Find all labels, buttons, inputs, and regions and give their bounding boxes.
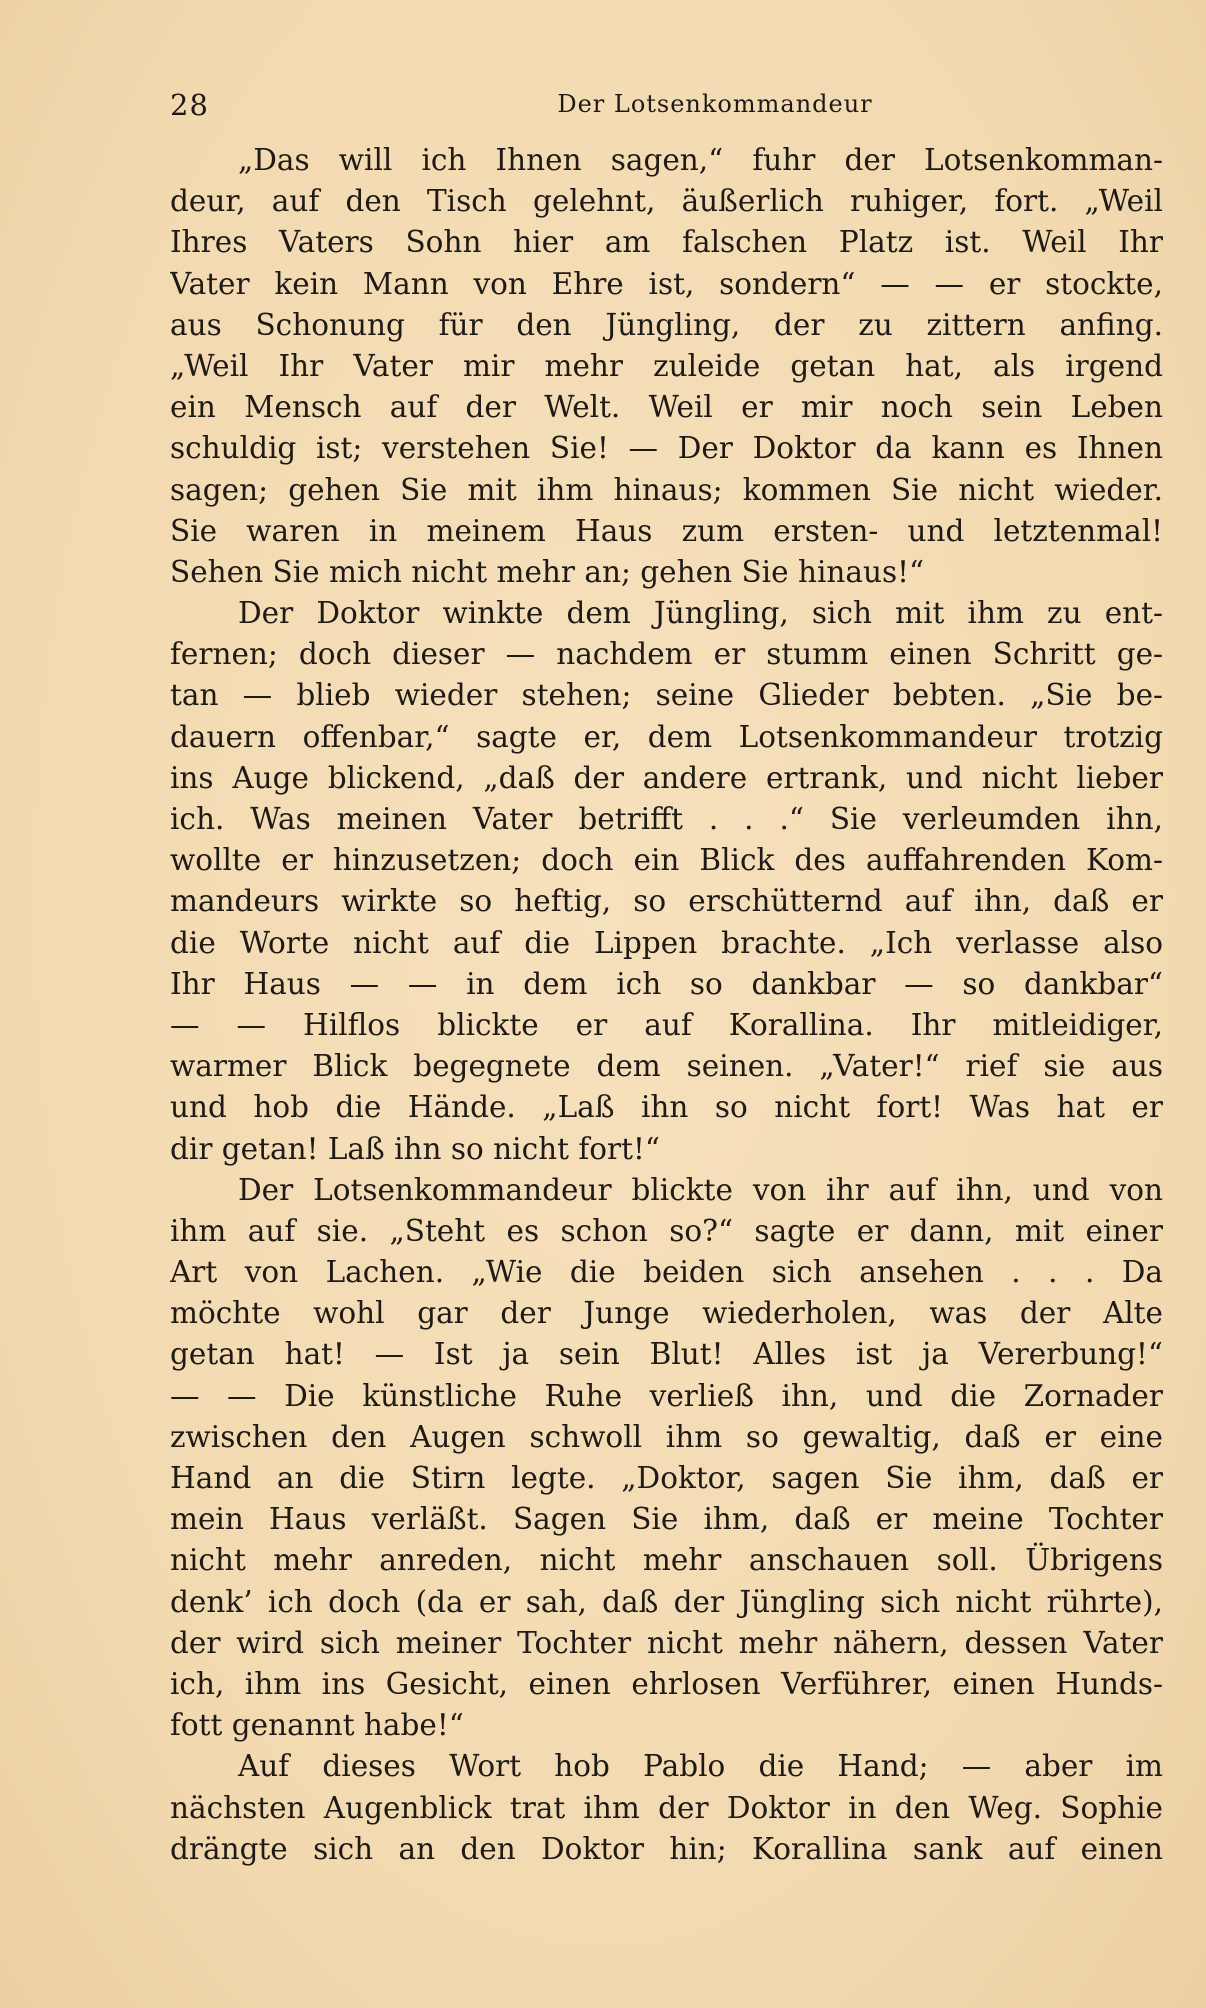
text-line: zwischen den Augen schwoll ihm so gewaltig, daß er eine: [170, 1419, 1163, 1454]
text-line: Der Doktor winkte dem Jüngling, sich mit ihm zu ent-: [238, 596, 1163, 631]
text-line: tan — blieb wieder stehen; seine Glieder bebten. „Sie be-: [170, 678, 1163, 713]
text-line: dir getan! Laß ihn so nicht fort!“: [170, 1131, 660, 1166]
text-line: Ihr Haus — — in dem ich so dankbar — so dankbar“: [170, 966, 1163, 1001]
running-head: [170, 76, 1170, 136]
text-line: ich. Was meinen Vater betrifft . . .“ Sie verleumden ihn,: [170, 802, 1163, 836]
text-line: Auf dieses Wort hob Pablo die Hand; — aber im: [238, 1749, 1163, 1784]
text-line: mandeurs wirkte so heftig, so erschütternd auf ihn, daß er: [170, 884, 1163, 919]
text-line: mein Haus verläßt. Sagen Sie ihm, daß er meine Tochter: [170, 1502, 1163, 1537]
text-line: ihm auf sie. „Steht es schon so?“ sagte er dann, mit einer: [170, 1213, 1163, 1248]
text-line: Art von Lachen. „Wie die beiden sich ansehen . . . Da: [170, 1255, 1163, 1290]
text-line: deur, auf den Tisch gelehnt, äußerlich ruhiger, fort. „Weil: [170, 184, 1163, 219]
text-line: „Das will ich Ihnen sagen,“ fuhr der Lotsenkomman-: [238, 143, 1163, 177]
text-line: dauern offenbar,“ sagte er, dem Lotsenkommandeur trotzig: [170, 719, 1163, 754]
text-line: und hob die Hände. „Laß ihn so nicht fort! Was hat er: [170, 1090, 1163, 1125]
text-line: ins Auge blickend, „daß der andere ertrank, und nicht lieber: [170, 760, 1163, 795]
page-number: 28: [170, 88, 209, 122]
text-line: Sehen Sie mich nicht mehr an; gehen Sie hinaus!“: [170, 554, 925, 589]
text-line: ein Mensch auf der Welt. Weil er mir noch sein Leben: [170, 390, 1163, 425]
text-line: schuldig ist; verstehen Sie! — Der Doktor da kann es Ihnen: [170, 431, 1163, 466]
text-line: — — Hilflos blickte er auf Korallina. Ihr mitleidiger,: [170, 1007, 1163, 1042]
text-line: ich, ihm ins Gesicht, einen ehrlosen Verführer, einen Hunds-: [170, 1666, 1163, 1701]
running-title: Der Lotsenkommandeur: [557, 90, 873, 118]
text-line: drängte sich an den Doktor hin; Korallina sank auf einen: [170, 1831, 1163, 1866]
text-line: „Weil Ihr Vater mir mehr zuleide getan hat, als irgend: [170, 348, 1163, 383]
text-line: — — Die künstliche Ruhe verließ ihn, und die Zornader: [170, 1378, 1163, 1413]
text-line: fernen; doch dieser — nachdem er stumm einen Schritt ge-: [170, 637, 1163, 672]
text-line: wollte er hinzusetzen; doch ein Blick des auffahrenden Kom-: [170, 843, 1163, 878]
text-line: die Worte nicht auf die Lippen brachte. „Ich verlasse also: [170, 925, 1163, 960]
text-line: nicht mehr anreden, nicht mehr anschauen soll. Übrigens: [170, 1543, 1163, 1578]
text-line: der wird sich meiner Tochter nicht mehr nähern, dessen Vater: [170, 1625, 1163, 1660]
text-line: Vater kein Mann von Ehre ist, sondern“ — — er stockte,: [170, 266, 1163, 301]
text-line: warmer Blick begegnete dem seinen. „Vater!“ rief sie aus: [170, 1049, 1163, 1084]
text-line: getan hat! — Ist ja sein Blut! Alles ist ja Vererbung!“: [170, 1337, 1163, 1372]
text-line: sagen; gehen Sie mit ihm hinaus; kommen Sie nicht wieder.: [170, 472, 1163, 507]
text-line: Hand an die Stirn legte. „Doktor, sagen Sie ihm, daß er: [170, 1461, 1163, 1495]
text-line: aus Schonung für den Jüngling, der zu zittern anfing.: [170, 307, 1163, 342]
book-page: [170, 76, 1170, 1870]
text-line: Der Lotsenkommandeur blickte von ihr auf ihn, und von: [238, 1172, 1163, 1207]
text-line: Sie waren in meinem Haus zum ersten- und letztenmal!: [170, 513, 1163, 548]
text-line: nächsten Augenblick trat ihm der Doktor in den Weg. Sophie: [170, 1790, 1163, 1825]
text-line: möchte wohl gar der Junge wiederholen, was der Alte: [170, 1296, 1163, 1331]
body-text: [170, 140, 1163, 1870]
text-line: Ihres Vaters Sohn hier am falschen Platz ist. Weil Ihr: [170, 225, 1163, 260]
text-line: fott genannt habe!“: [170, 1708, 464, 1743]
text-line: denk’ ich doch (da er sah, daß der Jüngling sich nicht rührte),: [170, 1584, 1163, 1619]
